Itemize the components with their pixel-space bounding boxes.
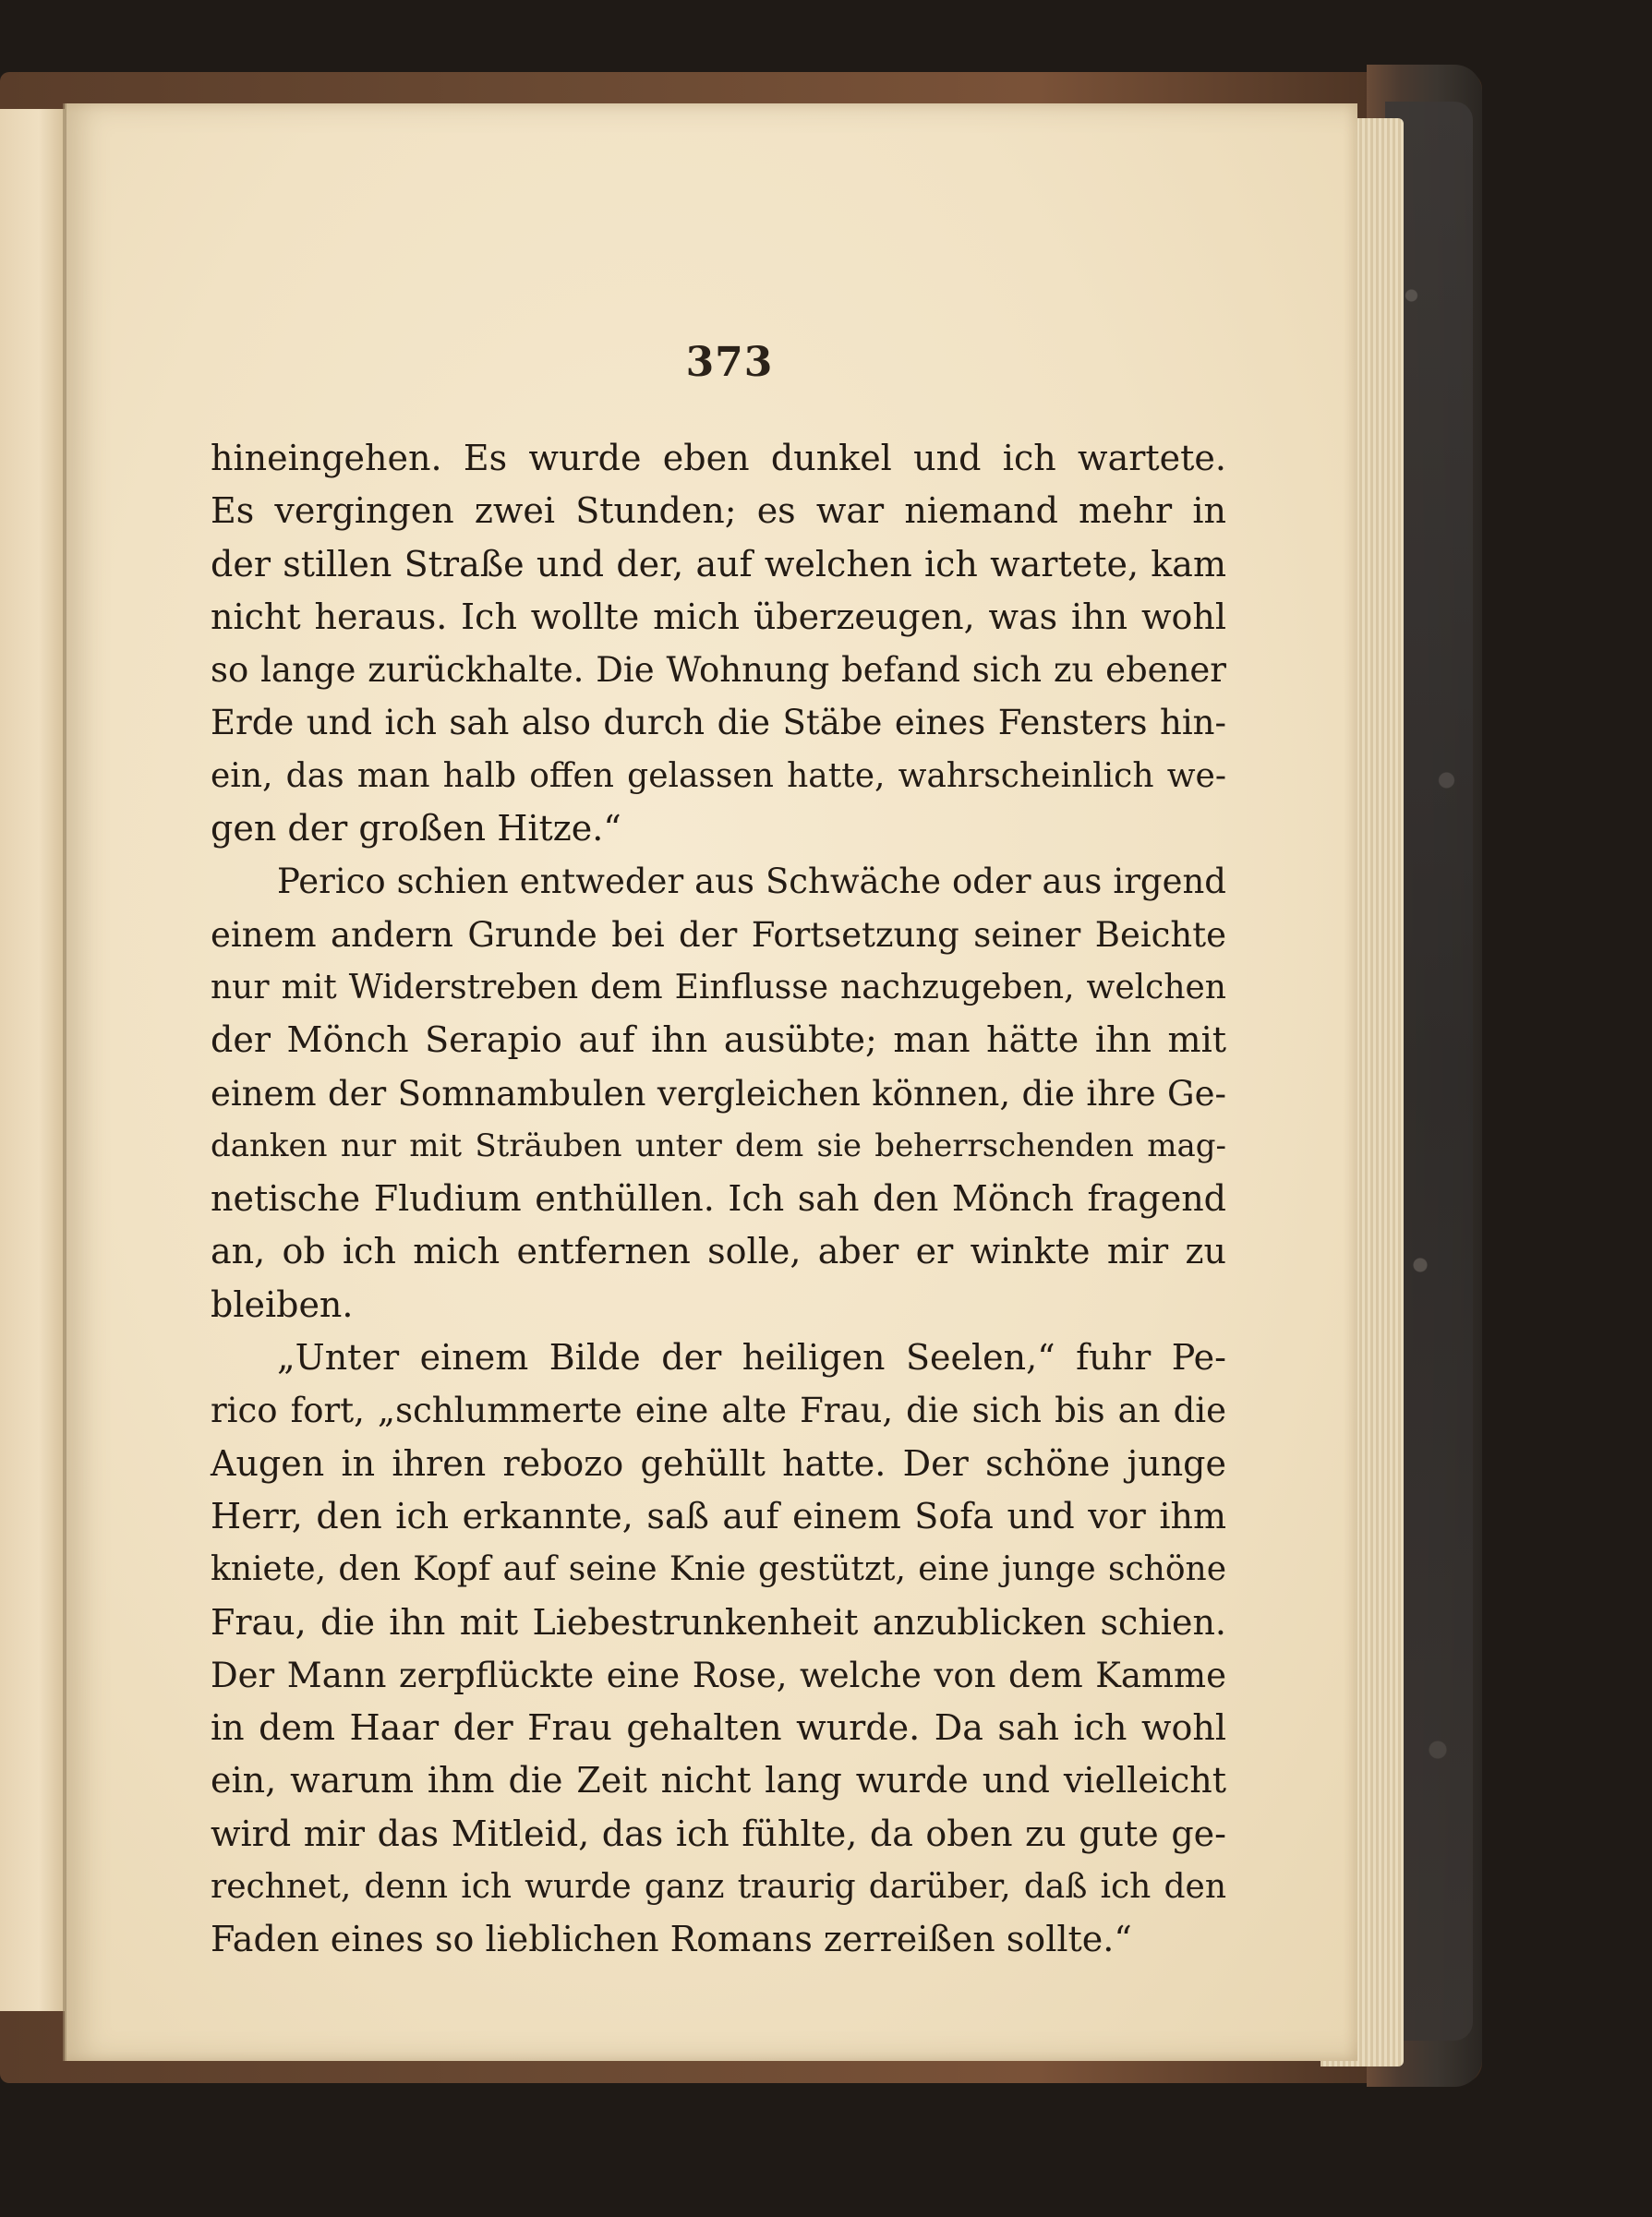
text-line: Herr, den ich erkannte, saß auf einem Sofa und vor ihm bbox=[211, 1495, 1226, 1536]
text-line: Der Mann zerpflückte eine Rose, welche von dem Kamme bbox=[211, 1655, 1226, 1695]
text-line: so lange zurückhalte. Die Wohnung befand sich zu ebener bbox=[211, 650, 1226, 691]
text-line: einem der Somnambulen vergleichen können, die ihre Ge- bbox=[211, 1073, 1226, 1114]
text-line: bleiben. bbox=[211, 1283, 354, 1325]
text-line: „Unter einem Bilde der heiligen Seelen,“ fuhr Pe- bbox=[277, 1337, 1226, 1379]
text-line: Frau, die ihn mit Liebestrunkenheit anzublicken schien. bbox=[211, 1601, 1226, 1643]
text-line: ein, das man halb offen gelassen hatte, wahrscheinlich we- bbox=[211, 756, 1226, 795]
book-page bbox=[65, 103, 1357, 2061]
page-text bbox=[211, 432, 1226, 1967]
text-line: danken nur mit Sträuben unter dem sie beherrschenden mag- bbox=[211, 1127, 1226, 1164]
facing-page-edge bbox=[0, 109, 65, 2011]
text-line: einem andern Grunde bei der Fortsetzung seiner Beichte bbox=[211, 914, 1226, 955]
text-line: Es vergingen zwei Stunden; es war niemand mehr in bbox=[211, 490, 1226, 532]
text-line: Perico schien entweder aus Schwäche oder aus irgend bbox=[277, 861, 1226, 902]
text-line: ein, warum ihm die Zeit nicht lang wurde und vielleicht bbox=[211, 1760, 1226, 1801]
text-line: nur mit Widerstreben dem Einflusse nachzugeben, welchen bbox=[211, 968, 1226, 1006]
text-line: rico fort, „schlummerte eine alte Frau, die sich bis an die bbox=[211, 1391, 1226, 1431]
text-line: Faden eines so lieblichen Romans zerreißen sollte.“ bbox=[211, 1919, 1132, 1960]
text-line: rechnet, denn ich wurde ganz traurig darüber, daß ich den bbox=[211, 1868, 1226, 1907]
text-line: der stillen Straße und der, auf welchen ich wartete, kam bbox=[211, 543, 1226, 584]
text-line: hineingehen. Es wurde eben dunkel und ich wartete. bbox=[211, 438, 1226, 478]
text-line: nicht heraus. Ich wollte mich überzeugen, was ihn wohl bbox=[211, 596, 1226, 637]
text-line: wird mir das Mitleid, das ich fühlte, da oben zu gute ge- bbox=[211, 1813, 1226, 1854]
text-line: gen der großen Hitze.“ bbox=[211, 808, 621, 849]
text-line: an, ob ich mich entfernen solle, aber er winkte mir zu bbox=[211, 1231, 1226, 1272]
text-line: Erde und ich sah also durch die Stäbe eines Fensters hin- bbox=[211, 703, 1226, 743]
text-line: in dem Haar der Frau gehalten wurde. Da sah ich wohl bbox=[211, 1707, 1226, 1749]
text-line: Augen in ihren rebozo gehüllt hatte. Der schöne junge bbox=[211, 1442, 1226, 1484]
text-line: netische Fludium enthüllen. Ich sah den Mönch fragend bbox=[211, 1178, 1226, 1220]
page-number: 373 bbox=[685, 339, 774, 386]
gutter-shadow bbox=[63, 103, 66, 2061]
text-line: kniete, den Kopf auf seine Knie gestützt, eine junge schöne bbox=[211, 1550, 1226, 1589]
text-line: der Mönch Serapio auf ihn ausübte; man hätte ihn mit bbox=[211, 1019, 1226, 1061]
